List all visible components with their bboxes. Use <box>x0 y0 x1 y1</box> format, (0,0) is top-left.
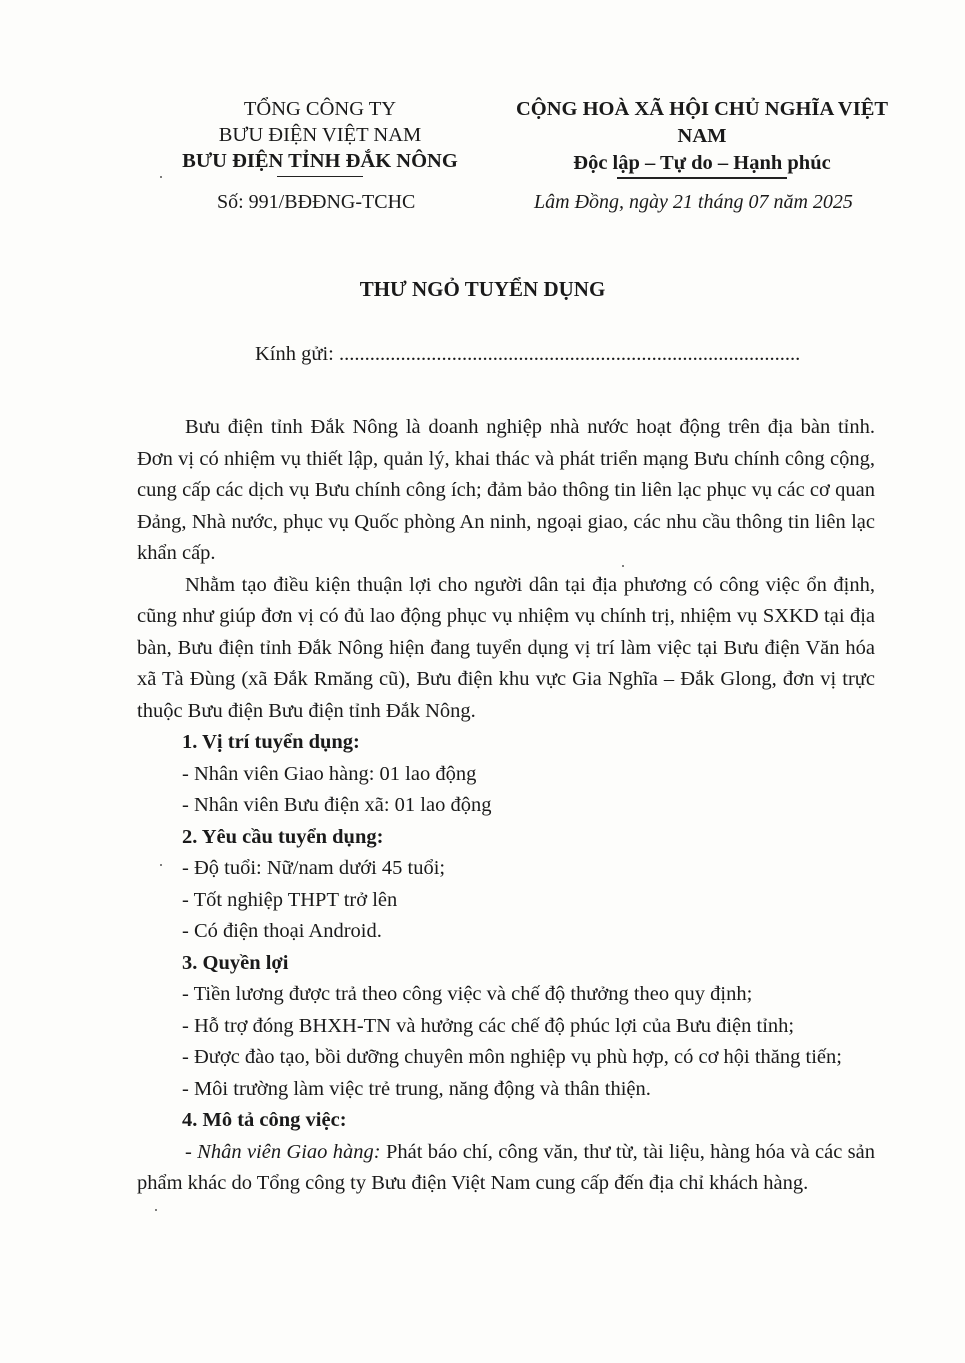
document-title: THƯ NGỎ TUYỂN DỤNG <box>359 277 606 301</box>
national-header <box>492 96 912 179</box>
motto-underline <box>617 177 787 179</box>
list-item: - Có điện thoại Android. <box>182 920 382 942</box>
job-description-text: Phát báo chí, công văn, thư từ, tài liệu, hàng hóa và các sản phẩm khác do Tổng công ty Bưu điện Việt Nam cung cấp đến địa chỉ khách hàng. <box>137 1140 875 1194</box>
section-heading-benefits: 3. Quyền lợi <box>182 951 289 974</box>
list-item: - Hỗ trợ đóng BHXH-TN và hưởng các chế độ phúc lợi của Bưu điện tỉnh; <box>182 1014 795 1037</box>
list-item: - Môi trường làm việc trẻ trung, năng động và thân thiện. <box>182 1077 651 1100</box>
section-heading-job-description: 4. Mô tả công việc: <box>182 1109 347 1131</box>
issuer-header <box>165 96 475 177</box>
scan-speck <box>622 565 624 567</box>
scan-speck <box>160 864 162 866</box>
job-description-delivery <box>137 1137 875 1200</box>
intro-paragraph: Bưu điện tỉnh Đắk Nông là doanh nghiệp nhà nước hoạt động trên địa bàn tỉnh. Đơn vị có nhiệm vụ thiết lập, quản lý, khai thác và phát triển mạng Bưu chính công cộng, cung cấp các dịch vụ Bưu chính công ích; đảm bảo thông tin liên lạc phục vụ các cơ quan Đảng, Nhà nước, phục vụ Quốc phòng An ninh, ngoại giao, các nhu cầu thông tin liên lạc khẩn cấp. <box>137 416 875 564</box>
issuer-line-3: BƯU ĐIỆN TỈNH ĐẮK NÔNG <box>182 150 458 172</box>
list-item: - Nhân viên Bưu điện xã: 01 lao động <box>182 794 492 816</box>
national-motto: Độc lập – Tự do – Hạnh phúc <box>573 152 831 174</box>
document-number: Số: 991/BĐĐNG-TCHC <box>217 191 416 213</box>
scan-speck <box>155 1209 157 1211</box>
scan-speck <box>160 176 162 178</box>
list-item: - Độ tuổi: Nữ/nam dưới 45 tuổi; <box>182 857 446 879</box>
job-title-label: - Nhân viên Giao hàng: <box>185 1140 381 1163</box>
list-item: - Tiền lương được trả theo công việc và chế độ thưởng theo quy định; <box>182 983 753 1005</box>
document-date: Lâm Đồng, ngày 21 tháng 07 năm 2025 <box>534 191 853 213</box>
issuer-underline <box>277 176 363 177</box>
issuer-line-2: BƯU ĐIỆN VIỆT NAM <box>218 124 422 146</box>
list-item: - Tốt nghiệp THPT trở lên <box>182 888 398 911</box>
issuer-line-1: TỔNG CÔNG TY <box>243 98 397 120</box>
section-heading-requirements: 2. Yêu cầu tuyển dụng: <box>182 825 384 848</box>
national-title: CỘNG HOÀ XÃ HỘI CHỦ NGHĨA VIỆT NAM <box>515 98 889 147</box>
salutation: Kính gửi: .......................................................................................... <box>255 343 801 365</box>
section-heading-positions: 1. Vị trí tuyển dụng: <box>182 731 360 753</box>
list-item: - Được đào tạo, bồi dưỡng chuyên môn nghiệp vụ phù hợp, có cơ hội thăng tiến; <box>182 1046 842 1068</box>
purpose-paragraph: Nhằm tạo điều kiện thuận lợi cho người dân tại địa phương có công việc ổn định, cũng như giúp đơn vị có đủ lao động phục vụ nhiệm vụ chính trị, nhiệm vụ SXKD tại địa bàn, Bưu điện tỉnh Đắk Nông hiện đang tuyển dụng vị trí làm việc tại Bưu điện Văn hóa xã Tà Đùng (xã Đắk Rmăng cũ), Bưu điện khu vực Gia Nghĩa – Đắk Glong, đơn vị trực thuộc Bưu điện Bưu điện tỉnh Đắk Nông. <box>137 573 875 722</box>
document-body <box>137 412 875 1200</box>
list-item: - Nhân viên Giao hàng: 01 lao động <box>182 762 477 785</box>
